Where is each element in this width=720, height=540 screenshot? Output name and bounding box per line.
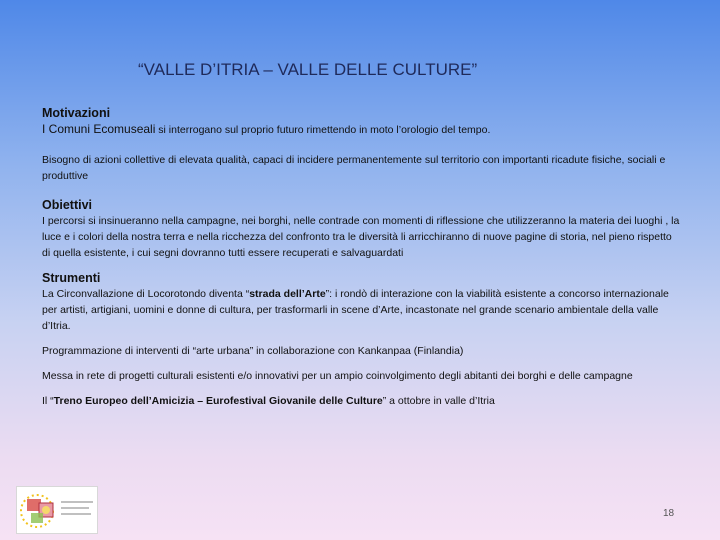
motivazioni-lead: I Comuni Ecomuseali <box>42 122 156 136</box>
motivazioni-paragraph: Bisogno di azioni collettive di elevata qualità, capaci di incidere permanentemente sul territorio con importanti ricadute fisiche, sociali e produttive <box>42 154 666 182</box>
treno-europeo-label: Treno Europeo dell’Amicizia – Eurofestival Giovanile delle Culture <box>53 395 383 407</box>
motivazioni-line-rest: si interrogano sul proprio futuro rimettendo in moto l’orologio del tempo. <box>155 124 491 136</box>
obiettivi-heading: Obiettivi <box>42 198 93 212</box>
ecomuseum-logo <box>16 486 98 534</box>
strumenti-heading: Strumenti <box>42 271 101 285</box>
strada-arte-label: strada dell’Arte <box>249 288 326 300</box>
strumenti-item-1 <box>42 286 682 334</box>
strumenti-item-4-text-a: Il “ <box>42 395 54 407</box>
strumenti-item-3: Messa in rete di progetti culturali esistenti e/o innovativi per un ampio coinvolgimento degli abitanti dei borghi e delle campagne <box>42 370 633 382</box>
strumenti-item-2: Programmazione di interventi di “arte urbana” in collaborazione con Kankanpaa (Finlandia) <box>42 345 464 357</box>
slide-content <box>42 106 682 409</box>
strumenti-item-4 <box>42 393 682 409</box>
obiettivi-paragraph: I percorsi si insinueranno nella campagne, nei borghi, nelle contrade con momenti di riflessione che utilizzeranno la materia dei luoghi , la luce e i colori della nostra terra e nella ricchezza del confronto tra le diversità li arricchiranno di nuove pagine di storia, nel pieno rispetto di quella esistente, i cui segni dovranno tutti essere recuperati e salvaguardati <box>42 215 680 259</box>
strumenti-item-1-text-c: ”: i rondò di interazione con la viabilità esistente a concorso internazionale per artisti, artigiani, uomini e donne di cultura, per trasformarli in scene d’Arte, incastonate nel grande scenario ambientale della valle d’Itria. <box>42 288 669 332</box>
strumenti-item-4-text-c: ” a ottobre in valle d’Itria <box>382 395 495 407</box>
motivazioni-line-1 <box>42 121 682 138</box>
logo-graphic-icon <box>17 487 97 533</box>
strumenti-item-1-text-a: La Circonvallazione di Locorotondo diventa “ <box>42 288 250 300</box>
slide-title: “VALLE D’ITRIA – VALLE DELLE CULTURE” <box>138 60 478 79</box>
page-number: 18 <box>663 508 675 519</box>
motivazioni-heading: Motivazioni <box>42 106 111 120</box>
